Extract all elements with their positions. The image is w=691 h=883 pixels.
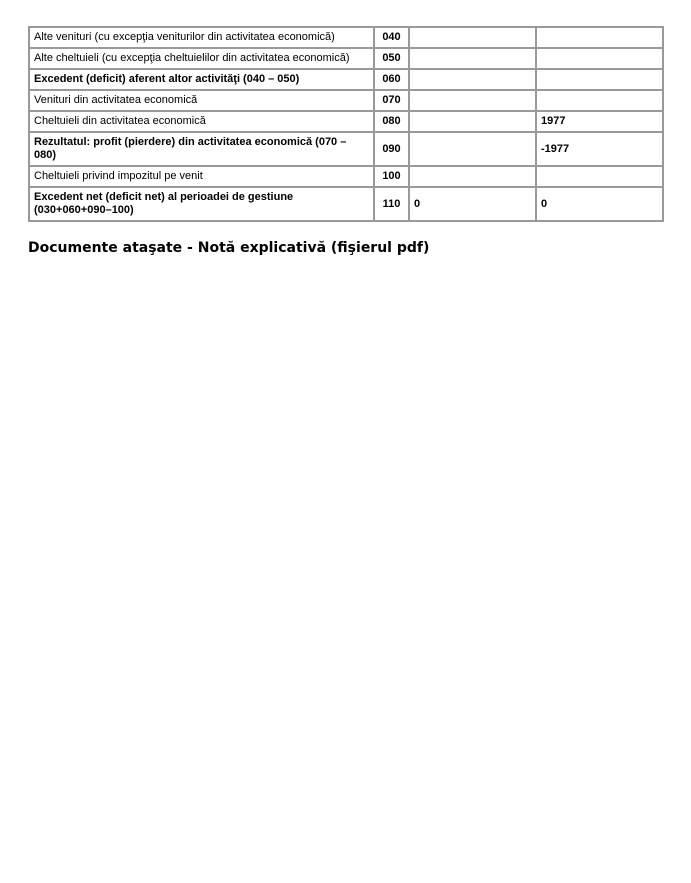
row-code: 050 bbox=[374, 48, 409, 69]
row-value-1: 0 bbox=[409, 187, 536, 221]
table-row bbox=[29, 90, 663, 111]
table-row bbox=[29, 69, 663, 90]
row-label: Alte cheltuieli (cu excepţia cheltuielilor din activitatea economică) bbox=[29, 48, 374, 69]
row-value-2 bbox=[536, 48, 663, 69]
row-value-1 bbox=[409, 27, 536, 48]
row-label: Cheltuieli din activitatea economică bbox=[29, 111, 374, 132]
table-row bbox=[29, 132, 663, 166]
row-code: 100 bbox=[374, 166, 409, 187]
row-code: 070 bbox=[374, 90, 409, 111]
financial-report-table bbox=[28, 26, 664, 222]
row-value-1 bbox=[409, 69, 536, 90]
row-label: Cheltuieli privind impozitul pe venit bbox=[29, 166, 374, 187]
row-code: 090 bbox=[374, 132, 409, 166]
table-row bbox=[29, 187, 663, 221]
table-row bbox=[29, 111, 663, 132]
row-label: Excedent net (deficit net) al perioadei de gestiune (030+060+090–100) bbox=[29, 187, 374, 221]
row-label: Excedent (deficit) aferent altor activităţi (040 – 050) bbox=[29, 69, 374, 90]
row-value-1 bbox=[409, 166, 536, 187]
row-value-1 bbox=[409, 111, 536, 132]
row-value-2: 0 bbox=[536, 187, 663, 221]
row-value-2: -1977 bbox=[536, 132, 663, 166]
table-row bbox=[29, 166, 663, 187]
row-value-2: 1977 bbox=[536, 111, 663, 132]
row-value-1 bbox=[409, 90, 536, 111]
row-label: Venituri din activitatea economică bbox=[29, 90, 374, 111]
row-value-1 bbox=[409, 48, 536, 69]
row-value-2 bbox=[536, 27, 663, 48]
row-code: 060 bbox=[374, 69, 409, 90]
row-code: 080 bbox=[374, 111, 409, 132]
row-label: Alte venituri (cu excepţia veniturilor din activitatea economică) bbox=[29, 27, 374, 48]
row-value-2 bbox=[536, 69, 663, 90]
attached-documents-heading: Documente ataşate - Notă explicativă (fişierul pdf) bbox=[28, 240, 430, 256]
row-value-2 bbox=[536, 166, 663, 187]
row-code: 110 bbox=[374, 187, 409, 221]
row-code: 040 bbox=[374, 27, 409, 48]
table-row bbox=[29, 27, 663, 48]
table-row bbox=[29, 48, 663, 69]
row-value-2 bbox=[536, 90, 663, 111]
row-value-1 bbox=[409, 132, 536, 166]
row-label: Rezultatul: profit (pierdere) din activitatea economică (070 – 080) bbox=[29, 132, 374, 166]
